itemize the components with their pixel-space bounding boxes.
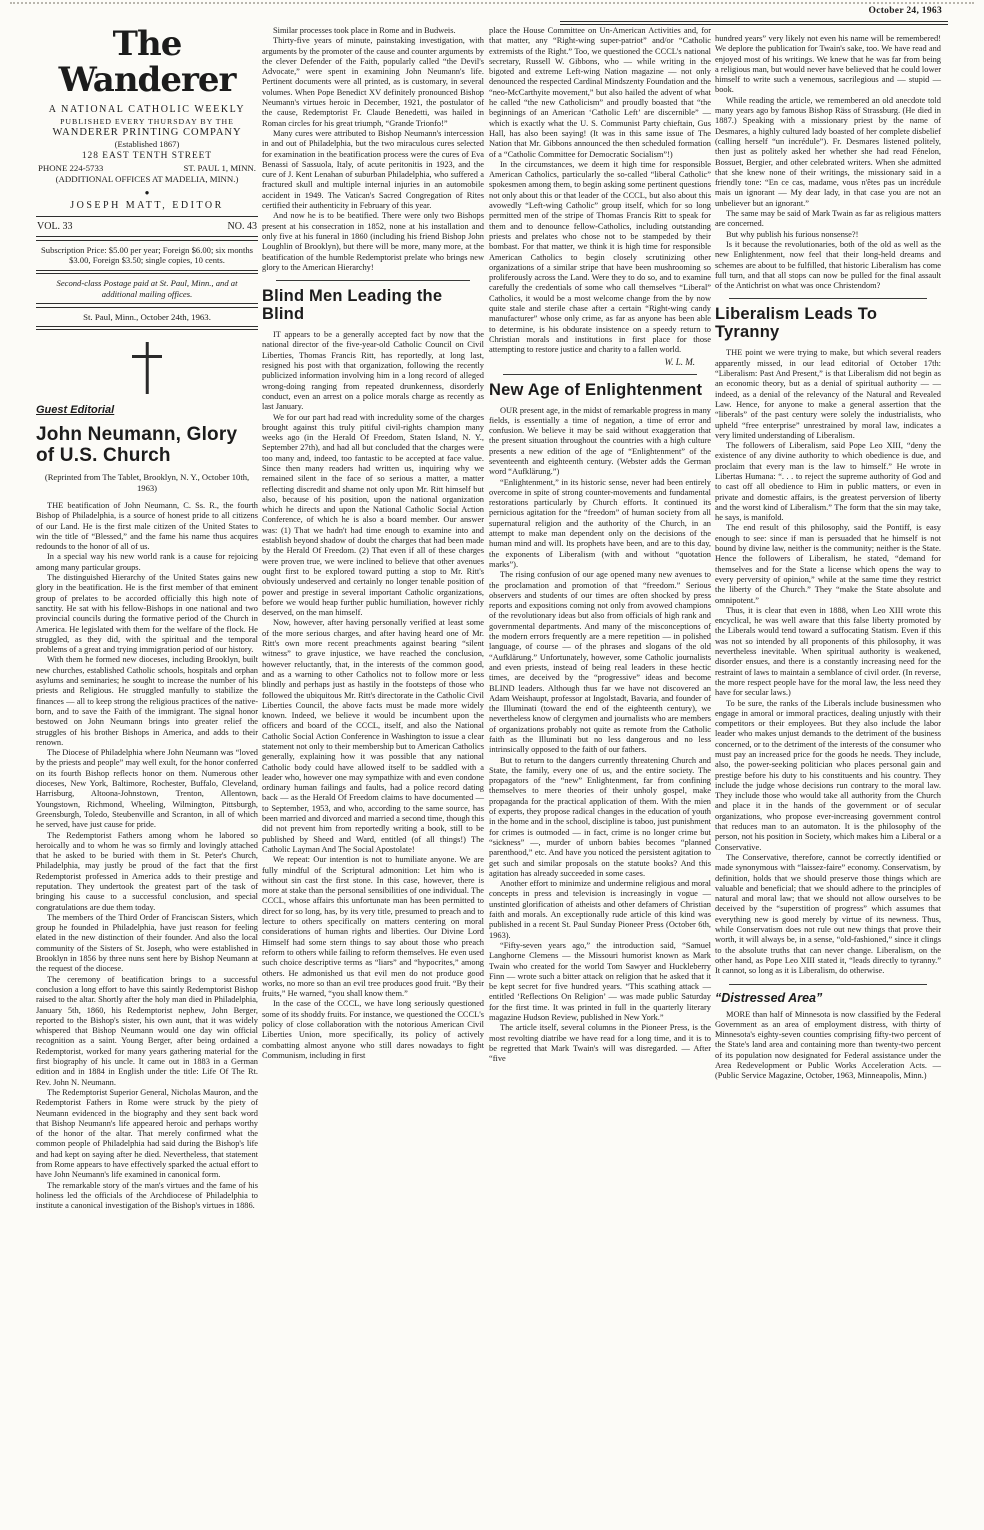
paragraph: But to return to the dangers currently threatening Church and State, the family, every one of us, and the entire society. The propagators of the “new” Enlightenment, far from confining themselves to mere theories of their unholy gospel, make propaganda for the practical application of them. With the mien of experts, they propose radical changes in the education of youth in the home and in the school, discipline is taboo, just punishment for crimes is outmoded — in fact, crime is no longer crime but “sickness” —, murder of unborn babies becomes “planned parenthood,” etc. And have you noticed the persistent agitation to get such and similar proposals on the statute books? And this agitation has already succeeded in some cases. [489, 755, 711, 878]
paragraph: In the circumstances, we deem it high time for responsible American Catholics, particularly the so-called “liberal Catholic” spokesmen among them, to begin asking some pertinent questions not only about this or that leader of the CCCL, but also about this avowedly “Left-wing Catholic” group itself, which for so long permitted men of the stripe of Thomas Francis Ritt to speak for them and to denounce fellow-Catholics, including outstanding priests and prelates who chose not to be stampeded by their bombast. For that matter, we think it is high time for responsible American Catholics to begin closely scrutinizing other organizations of a similar stripe that have been mushrooming so proliferously across the Land. Were they to do so, and to examine carefully the credentials of some who call themselves “Liberal” Catholics, it would be a most welcome change from the by now quite stale and sterile chase after a certain “Right-wing candy manufacturer” whose only crime, as far as anyone has been able to determine, is his obdurate insistence on a speedy return to Christian morals and institutions in first place for those attempting to restore justice and charity to a fallen world. [489, 159, 711, 355]
rule [36, 303, 258, 308]
paragraph: The remarkable story of the man's virtues and the fame of his holiness led the officials of the Archdiocese of Philadelphia to institute a canonical investigation of the Bishop's virtues in 1886. [36, 1180, 258, 1211]
paragraph: Another effort to minimize and undermine religious and moral concepts in press and television is increasingly in vogue — unstinted glorification of atheists and other defamers of Christian faith and morals. An exceptionally rude article of this kind was published in a recent St. Paul Sunday Pioneer Press (October 6th, 1963). [489, 879, 711, 940]
paragraph: The end result of this philosophy, said the Pontiff, is easy enough to see: since if man is persuaded that he himself is not bound by divine law, neither is the community; neither is the State. Hence the followers of Liberalism, he stated, “demand for themselves and for the State a license which opens the way to every perversity of opinion,” while at the same time they restrict the liberty of the Church.” They “make the State absolute and omnipotent.” [715, 523, 941, 605]
paragraph: In the case of the CCCL, we have long seriously questioned some of its shoddy fruits. For instance, we questioned the CCCL's policy of close collaboration with the notorious American Civil Liberties Union, more specifically, its policy of actively combatting almost anyone who still dares nowadays to fight Communism, including in first [262, 999, 484, 1060]
volume-label: VOL. 33 [37, 221, 73, 232]
paragraph: Similar processes took place in Rome and in Budweis. [273, 26, 456, 35]
paragraph: place the House Committee on Un-American Activities and, for that matter, any “Right-wing super-patriot” and/or “Catholic extremists of the Right.” Too, we questioned the CCCL's national secretary, Russell W. Gibbons, who — while writing in the bigoted and extreme Left-wing Nation magazine — not only denounced the respected Cardinal Mindszenty Foundation and the “neo-McCarthyite movement,” but also hailed the advent of what he called “the new Catholicism” and proudly boasted that “the beginnings of an American ‘Catholic Left’ are discernible” — which is exactly what the U. S. Communist Party chieftain, Gus Hall, has also been saying! (It was in this same issue of The Nation that Mr. Gibbons announced the then scheduled formation of a “Catholic Committee for Democratic Socialism”!) [489, 26, 711, 159]
paragraph: Thus, it is clear that even in 1888, when Leo XIII wrote this encyclical, he was well aware that this false liberty promoted by the Liberals would tend toward a suffocating Statism. Even if this was not so intended by all proponents of this philosophy, it was nevertheless inevitable. When spiritual authority is weakened, disorder ensues, and there is a constantly increasing need for the restraint of laws to maintain a semblance of civil order. (In reverse, the more respect people have for the moral law, the less need they have for secular laws.) [715, 605, 941, 698]
paragraph: “Fifty-seven years ago,” the introduction said, “Samuel Langhorne Clemens — the Missouri humorist known as Mark Twain who created for the world Tom Sawyer and Huckleberry Finn — wrote such a bitter attack on religion that he asked that it be kept secret for five hundred years. “This scathing attack — entitled ‘Reflections On Religion’ — was made public Saturday for the first time. It was printed in full in the quarterly literary magazine Hudson Review, published in New York.” [489, 940, 711, 1023]
dateline: St. Paul, Minn., October 24th, 1963. [83, 311, 211, 322]
issue-number-label: NO. 43 [227, 221, 257, 232]
paragraph: Is it because the revolutionaries, both of the old as well as the new Enlightenment, now feel that their long-held dreams and schemes are about to be fulfilled, that historic Liberalism has come full turn, and that all stops can now be pulled for the final assault of the Antichrist on what was once Christendom? [715, 239, 941, 291]
masthead-city: ST. PAUL 1, MINN. [183, 163, 256, 173]
article-body-neumann-col1 [36, 501, 258, 1211]
article-body-enlightenment-col3 [489, 406, 711, 1065]
article-body-distressed-area [715, 1010, 941, 1082]
masthead-additional-offices: (ADDITIONAL OFFICES AT MADELIA, MINN.) [55, 174, 239, 184]
masthead-tagline: A NATIONAL CATHOLIC WEEKLY [48, 104, 246, 115]
paragraph: The Diocese of Philadelphia where John Neumann was “loved by the priests and people” may well exult, for the honor conferred on its fourth Bishop reflects honor on them. Numerous other dioceses, New York, Baltimore, Rochester, Buffalo, Cleveland, Harrisburg, Altoona-Johnstown, Trenton, Allentown, Youngstown, Richmond, Wheeling, Wilmington, Pittsburgh, Greensburgh, Toledo, Steubenville and Scranton, in all of which he served, have just cause for pride. [36, 748, 258, 830]
paragraph: “Enlightenment,” in its historic sense, never had been entirely overcome in spite of strong counter-movements and fundamental restorations particularly by Church efforts. It continued its pernicious agitation for the “freedom” of human society from all supernatural religion and the authority of the Church, in an attempt to make man dependent only on the decisions of the human mind and will. Its prophets have been, and are to this day, the exponents of Liberalism (with and without “quotation marks”). [489, 477, 711, 569]
article-body-neumann-col2 [262, 26, 484, 273]
masthead-editor: JOSEPH MATT, EDITOR [70, 200, 224, 211]
column-1 [36, 26, 258, 1211]
paragraph: Now, however, after having personally verified at least some of the more serious charges, and after having heard one of Mr. Ritt's own more recent preachments against bearing “silent witness” to grave injustice, we have reached the conclusion, however reluctantly, that, in the interests of the common good, and as a warning to other Catholics not to follow more or less blindly and perhaps just as hastily in the footsteps of those who followed the ubiquitous Mr. Ritt's directorate in the Catholic Civil Liberties Council, the above facts must be made more widely known. Indeed, we believe it would be incumbent upon the officers and board of the CCCL, itself, and also the National Catholic Social Action Conference in Washington to issue a clear statement not only to their membership but to American Catholics generally, explaining how it was possible that any national Catholic body could have allowed itself to be saddled with a leader who, however one may sympathize with and even condone ordinary human failings and faults, had a police record dating back — as the Herald Of Freedom claims to have documented — to September, 1953, and who, according to the same source, has been married and divorced and married a second time, though this did not prevent him from reportedly writing a book, still to be published by Sheed and Ward, entitled (of all things!) The Catholic Layman And The Social Apostolate! [262, 618, 484, 854]
subscription-price: Subscription Price: $5.00 per year; Foreign $6.00; six months $3.00, Foreign $3.50; single copies, 10 cents. [41, 244, 253, 265]
paragraph: With them he formed new dioceses, including Brooklyn, built new churches, established Catholic schools, hospitals and orphan asylums and seminaries; he sought to increase the number of his priests and Religious. He struggled manfully to stabilize the finances — all to keep strong the religious practices of the native-born, and to save the Faith of the immigrant. The signal honor bestowed on John Neumann brings into greater relief the struggles of his brother Bishops in America, and adds to their renown. [36, 655, 258, 747]
paragraph: The article itself, several columns in the Pioneer Press, is the most revolting diatribe we have read for a long time, and it is to be regretted that Mark Twain's will was disregarded. — After “five [489, 1023, 711, 1064]
column-2 [262, 26, 484, 1061]
article-divider [503, 374, 697, 375]
paragraph: The ceremony of beatification brings to a successful conclusion a long effort to have this saintly Redemptorist Bishop raised to the altar. Shortly after the holy man died in Philadelphia, January 5th, 1860, his Redemptorist nephew, John Berger, reported to the Bishop's sister, his own aunt, that it was widely whispered that Bishop Neumann would one day win official recognition as a saint. Young Berger, after being ordained a Redemptorist, worked for many years gathering material for the first biography of his uncle. It came out in 1883 in a German edition and in 1884 in English under the title: Life Of The Rt. Rev. John N. Neumann. [36, 974, 258, 1087]
masthead-published-line: PUBLISHED EVERY THURSDAY BY THE [60, 117, 234, 126]
paragraph: The Conservative, therefore, cannot be correctly identified or made synonymous with “laissez-faire” economy. Conservatism, by definition, holds that we should preserve those things which are valuable and beneficial; that we should adhere to the principles of natural and moral law; that we should not allow ourselves to be deceived by the “superstition of progress” which assumes that everything new is good merely by virtue of its newness. Thus, while Conservatism does not rule out new things that prove their worth, it will always be, in a sense, “old-fashioned,” since it clings to the absolute truths that can never change. Liberalism, on the other hand, as Pope Leo XIII stated it, “leads directly to tyranny.” It cannot, so long as it is Liberalism, do otherwise. [715, 852, 941, 976]
paragraph: THE point we were trying to make, but which several readers apparently missed, in our lead editorial of October 17th: “Liberalism: Past And Present,” is that Liberalism did not begin as an economic theory, but as a denial of spiritual authority — — indeed, as a denial of the relevancy of the Natural and Revealed Law. Hence, for anyone to make a general assertion that the “liberals” of the past century were solely the industrialists, who upheld “free enterprise” unrestrained by moral law, indicates a very limited understanding of Liberalism. [715, 348, 941, 440]
scan-edge-dots [10, 2, 974, 4]
paragraph: The followers of Liberalism, said Pope Leo XIII, “deny the existence of any divine authority to which obedience is due, and proclaim that every man is the law to himself.” He wrote in Libertas Humana: “. . . to reject the supreme authority of God and to cast off all obedience to Him in public matters, or even in private and domestic affairs, is the greatest perversion of liberty and the worst kind of Liberalism.” The form that the sin may take, he says, is manifold. [715, 441, 941, 523]
bullet-icon: ● [144, 188, 150, 197]
top-rule [560, 21, 948, 25]
masthead-phone: PHONE 224-5733 [38, 163, 104, 173]
rule [36, 270, 258, 275]
editorial-signature: W. L. M. [664, 356, 695, 367]
article-divider [729, 984, 927, 985]
postage-notice: Second-class Postage paid at St. Paul, Minn., and at additional mailing offices. [56, 278, 238, 299]
paragraph: The distinguished Hierarchy of the United States gains new glory in the beatification. He is the first member of that eminent group of prelates to be accorded officially this high note of sanctity. He sat with his fellow-Bishops in one national and two provincial councils during the formative period of the Church in America. He legislated with them for the welfare of the flock. He struggled, as they did, with the spiritual and the temporal problems of a great and trying immigration period of our history. [36, 573, 258, 655]
masthead-established: (Established 1867) [114, 139, 180, 149]
paragraph: IT appears to be a generally accepted fact by now that the national director of the five-year-old Catholic Council on Civil Liberties, Thomas Francis Ritt, has reportedly, at long last, resigned his post with that organization, following the recently publicized information involving him in a long record of alleged wrong-doing ranging from repeated drunkenness, disorderly conduct, even an arrest on a police morals charge as recently as last January. [262, 330, 484, 412]
paragraph: MORE than half of Minnesota is now classified by the Federal Government as an area of employment distress, with thirty of Minnesota's eighty-seven counties comprising fifty-two percent of the State's land area and containing more than twenty-two percent of its population now designated for Federal assistance under the Area Redevelopment or Public Works Acceleration Acts. — (Public Service Magazine, October, 1963, Minneapolis, Minn.) [715, 1009, 941, 1081]
paragraph: hundred years” very likely not even his name will be remembered! We deplore the publication for Twain's sake, too. We have read and enjoyed most of his writings. We knew that he was far from being a religious man, but would never have believed that he could lower himself to write such a venemous, sacrilegious and — stupid — book. [715, 34, 941, 95]
paragraph: And now he is to be beatified. There were only two Bishops present at his consecration in 1852, none at his installation and only five at his funeral in 1860 (including his friend Bishop John Loughlin of Brooklyn), but there will be more, many more, at the beatification of the humble Redemptorist prelate who brings new glory to the American Hierarchy! [262, 211, 484, 272]
article-headline-neumann: John Neumann, Glory of U.S. Church [36, 424, 238, 466]
article-headline-blind-men: Blind Men Leading the Blind [262, 287, 443, 324]
masthead-phone-row [36, 163, 258, 173]
paragraph: We repeat: Our intention is not to humiliate anyone. We are fully mindful of the Scriptural admonition: Let him who is without sin cast the first stone. In this case, however, there is more at stake than the personal sensibilities of one individual. The CCCL, whose affairs this unfortunate man has been permitted to direct for so long, has, by its very title, presumed to preach and to lecture to others specifically on matters centering on moral considerations of human rights and liberties. Our Divine Lord Himself had some stern things to say about those who preach reform to others while failing to reform themselves. He even used such choice descriptive terms as “liars” and “hypocrites,” among others. He admonished us that evil men do not produce good works, no more so than an evil tree produces good fruit. “By their fruits,” He warned, “you shall know them.” [262, 855, 484, 999]
paragraph: While reading the article, we remembered an old anecdote told many years ago by famous Bishop Räss of Strassburg. (He died in 1887.) Speaking with a missionary priest by the name of Desmares, a highly cultured lady boasted of her complete disbelief (calling herself “un incrédule”). Fr. Desmares listened politely, then just as politely asked her whether she had read Fénelon, Bossuet, Bergier, and other celebrated writers. When she admitted that she knew none of their writings, the missionary said in a friendly tone: “En ce cas, madame, vous n'êtes pas un incrédule mais un ignorant — My dear lady, in that case you are not an unbeliever but an ignorant.” [715, 95, 941, 208]
article-headline-distressed-area: “Distressed Area” [715, 990, 823, 1005]
paragraph: OUR present age, in the midst of remarkable progress in many fields, is essentially a time of negation, a time of error and confusion. We believe it may be said without exaggeration that the present situation throughout the countries with a high culture presents a new edition of the age of “Enlightenment” of the seventeenth and eighteenth century. (Webster adds the German word “Aufklärung.”) [489, 405, 711, 477]
paragraph: But why publish his furious nonsense?! [726, 229, 859, 239]
masthead-nameplate: The Wanderer [58, 24, 236, 100]
paragraph: The Redemptorist Superior General, Nicholas Mauron, and the Redemptorist Fathers in Rome were struck by the piety of Neumann evidenced in the biography and they sent back word that Bishop Neumann's life appeared heroic and perhaps worthy of the honor of the altar. That merely confirmed what the common people of Philadelphia had said during the Bishop's life and had kept on saying after he died. Nevertheless, that statement from Rome appears to have effectively sparked the actual effort to have John Neumann's life examined in canonical form. [36, 1087, 259, 1180]
paragraph: In a special way his new world rank is a cause for rejoicing among many particular groups. [36, 552, 258, 572]
article-attribution: (Reprinted from The Tablet, Brooklyn, N. Y., October 10th, 1963) [44, 472, 250, 493]
volume-number-row [36, 219, 258, 234]
article-body-blind-men-col2 [262, 330, 484, 1061]
article-body-liberalism [715, 348, 941, 976]
paragraph: The Redemptorist Fathers among whom he labored so heroically and to whom he was so firmly and lovingly attached that he asked to be buried with them in St. Peter's Church, Philadelphia, may justly be proud of the fact that the first Redemptorist professed in America adds to their prestige and reputation. They undertook the greatest part of the task of bringing his cause to a successful conclusion, and special congratulations are due them today. [36, 830, 258, 912]
article-divider [729, 298, 927, 299]
article-divider [276, 280, 470, 281]
cross-icon [36, 340, 258, 398]
column-3 [489, 26, 711, 1065]
paragraph: The rising confusion of our age opened many new avenues to the proclamation and promotion of that “freedom.” Serious observers and students of our times are often shocked by press reports and expositions coming not only from avowed champions of the revolutionary ideas but also from officials of high rank and governmental departments. And many of the misconceptions of the modern errors frequently are a mere repetition — in polished language, of course — of the phrases and slogans of the old “Aufklärung.” Unfortunately, however, some Catholic journalists and even priests, instead of being real leaders in these hectic times, are deceived by the “progressive” ideas and become BLIND leaders. Although thus far we have not discovered an Adam Weishaupt, professor at Ingolstadt, Bavaria, and founder of the Illuminati (toward the end of the eighteenth century), we nevertheless know of clergymen and journalists who are members of organizations probably not quite as remote from the Catholic faith as the Illuminati but no less dangerous and no less intrinsically opposed to the faith of our fathers. [489, 570, 711, 755]
article-body-blind-men-col3 [489, 26, 711, 356]
paragraph: The members of the Third Order of Franciscan Sisters, which group he founded in Philadelphia, have just reason for feeling elated in the new distinction of their founder. And also the local community of the Sisters of St. Joseph, who were established in Brooklyn in 1856 by three nuns sent here by Bishop Neumann at the request of the diocese. [36, 912, 258, 974]
paragraph: Thirty-five years of minute, painstaking investigation, with arguments by the promoter of the cause and counter arguments by the clever Defender of the Faith, popularly called “the Devil's Advocate,” were spent in examining John Neumann's life. Pertinent documents were all printed, as is customary, in several volumes. When Pope Benedict XV definitely pronounced Bishop Neumann's virtues heroic in December, 1921, the postulator of the cause, Redemptorist Fr. Claude Benedetti, was hailed in Roman circles for his great triumph, “Grande Trionfo!” [262, 36, 484, 128]
masthead-company: WANDERER PRINTING COMPANY [52, 127, 242, 138]
paragraph: The same may be said of Mark Twain as far as religious matters are concerned. [715, 209, 941, 229]
paragraph: Many cures were attributed to Bishop Neumann's intercession in and out of Philadelphia, but the two miraculous cures selected for examination in the beatification process were the cures of Eva Benassi of Sassuola, Italy, of acute peritonitis in 1923, and the cure of J. Kent Lenahan of suburban Philadelphia, who suffered a fractured skull and multiple internal injuries in an automobile accident in 1949. The Vatican's Sacred Congregation of Rites certified their authenticity in February of this year. [262, 128, 484, 211]
rule [36, 236, 258, 241]
rule [36, 326, 258, 331]
article-headline-liberalism: Liberalism Leads To Tyranny [715, 305, 878, 342]
article-body-enlightenment-col4 [715, 34, 941, 291]
page-date: October 24, 1963 [868, 6, 942, 16]
article-headline-enlightenment: New Age of Enlightenment [489, 380, 703, 399]
paragraph: To be sure, the ranks of the Liberals include businessmen who engage in amoral or immoral practices, dealing unjustly with their competitors or their employees. But they also include the labor leader who makes unjust demands to the detriment of the business concerned, or to the detriment of the interests of the consumer who must pay an increased price for the goods he needs. They include, also, the power-seeking politician who places personal gain and prestige before his duty to his constituents and his country. They include the judge whose decisions run contrary to the moral law. They include those who would take all authority from the Church and place it in the hands of the government or of secular organizations, who propose ever-increasing government control that reduces man to an automaton. It is the philosophy of the person, not his position in Society, which makes him a Liberal or a Conservative. [715, 698, 941, 852]
paragraph: THE beatification of John Neumann, C. Ss. R., the fourth Bishop of Philadelphia, is a source of honest pride to all citizens of our Land. He is the first male citizen of the United States to win the title of “Blessed,” and the fame his name thus acquires redounds to the honor of all of us. [36, 501, 258, 552]
masthead-address: 128 EAST TENTH STREET [81, 151, 213, 161]
rule [36, 216, 258, 217]
paragraph: We for our part had read with incredulity some of the charges brought against this truly pitiful civil-rights champion many weeks ago (in the Herald Of Freedom, Staten Island, N. Y., September 27th), and had all but concluded that the charges were too many and, indeed, too fantastic to be accepted at face value. Since then many readers had written us, inquiring why we remained silent in the face of so serious a matter, a matter reflecting discredit and shame not only upon Mr. Ritt himself but also, because of his position, upon the national organization which he directs and upon the National Catholic Social Action Conference, of which he is also a board member. Our answer was: (1) That we hadn't had time enough to examine into and establish beyond shadow of doubt the charges that had been made by the Herald Of Freedom. (2) That even if all of these charges were proven true, we were inclined to believe that other avenues ought first to be explored toward putting a stop to Mr. Ritt's obviously undeserved and certainly no longer tenable position of power and prestige in several important Catholic organizations, before we would heap further public humiliation, however richly deserved, on the man himself. [262, 412, 484, 618]
guest-editorial-kicker: Guest Editorial [36, 404, 115, 416]
column-4 [715, 34, 941, 1082]
